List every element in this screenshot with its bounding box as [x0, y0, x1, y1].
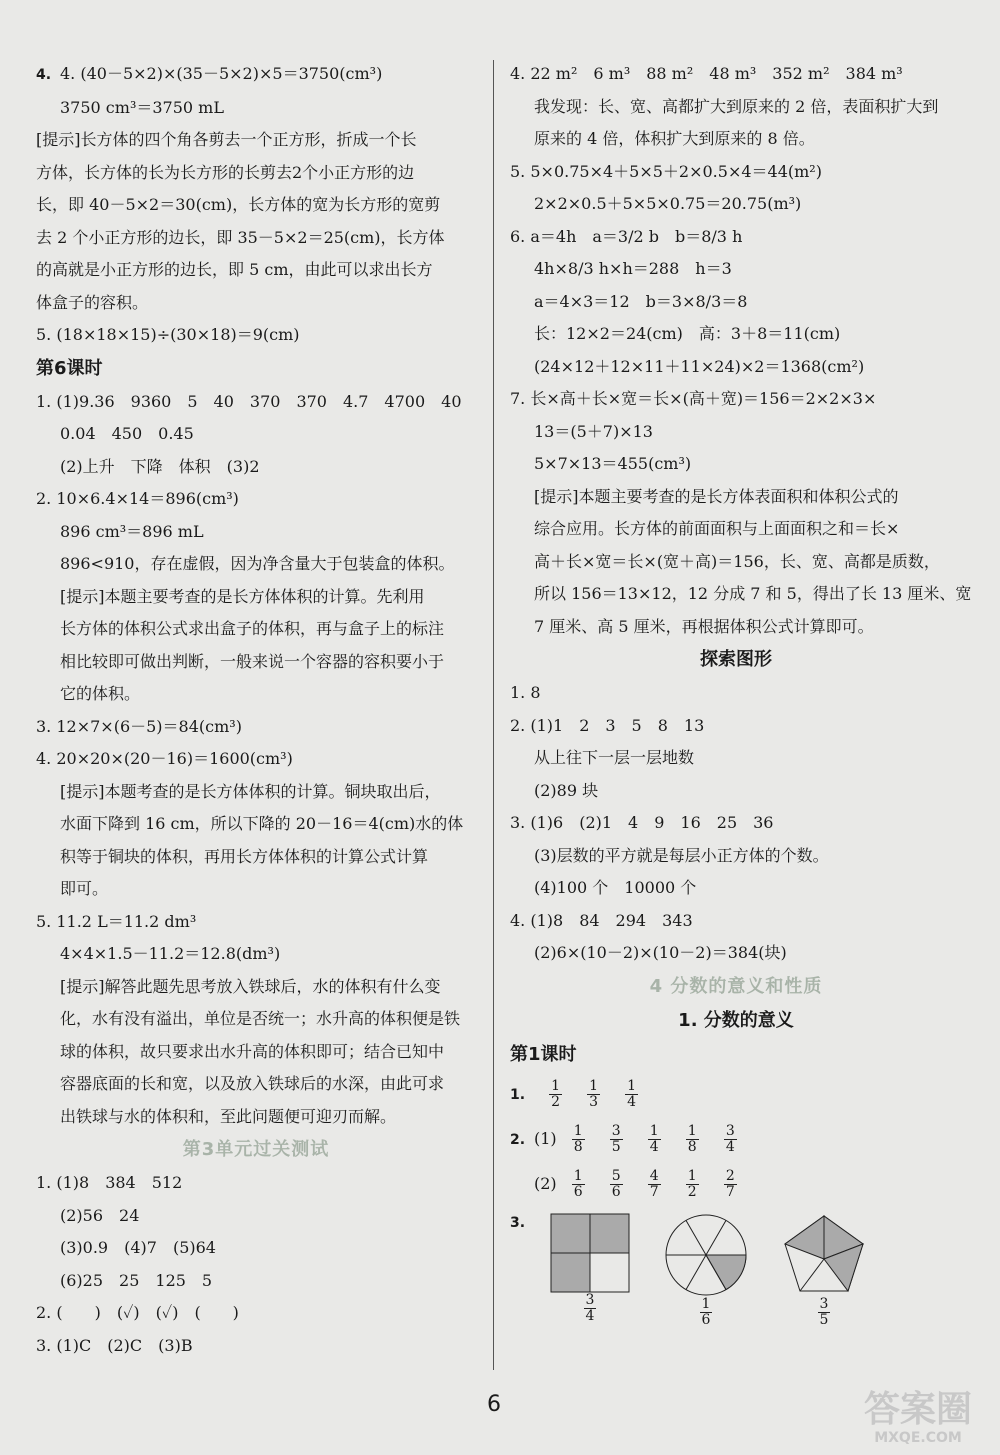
- section-heading: 第6课时: [36, 357, 103, 379]
- pentagon-fifths-icon: [782, 1213, 866, 1297]
- right-column: [510, 58, 972, 1328]
- fraction: $\frac{1}{2}$: [687, 1167, 697, 1200]
- hint-line: 积等于铜块的体积，再用长方体体积的计算公式计算: [60, 846, 429, 866]
- fraction: $\frac{2}{7}$: [725, 1167, 735, 1200]
- fraction: $\frac{1}{3}$: [589, 1077, 599, 1110]
- answer-line: (2)6×(10－2)×(10－2)＝384(块): [534, 943, 787, 962]
- answer-line: (2)上升 下降 体积 (3)2: [60, 456, 260, 476]
- answer-line: 2. ( ) (✓) (✓) ( ): [36, 1303, 239, 1322]
- hint-line: [提示]本题主要考查的是长方体体积的计算。先利用: [60, 586, 425, 606]
- hint-line: [提示]解答此题先思考放入铁球后，水的体积有什么变: [60, 976, 441, 996]
- answer-line: 4. 20×20×(20－16)＝1600(cm³): [36, 749, 293, 768]
- hint-line: 去 2 个小正方形的边长，即 35－5×2＝25(cm)，长方体: [36, 227, 445, 247]
- answer-line: 1. (1)8 384 512: [36, 1173, 183, 1192]
- left-column: [36, 58, 476, 1362]
- page-number: 6: [487, 1392, 501, 1417]
- answer-line: (3)0.9 (4)7 (5)64: [60, 1238, 216, 1257]
- hint-line: [提示]本题主要考查的是长方体表面积和体积公式的: [534, 486, 899, 506]
- section-heading: 第1课时: [510, 1043, 577, 1065]
- shapes-row: [510, 1213, 962, 1328]
- chapter-heading: 1. 分数的意义: [678, 1009, 794, 1031]
- fraction-row-q2a: 2. (1) $\frac{1}{8}$ $\frac{3}{5}$ $\frac{1}{4}$ $\frac{1}{8}$ $\frac{3}{4}$: [510, 1122, 735, 1155]
- answer-line: (3)层数的平方就是每层小正方体的个数。: [534, 845, 829, 865]
- hint-line: 综合应用。长方体的前面面积与上面面积之和＝长×: [534, 519, 900, 538]
- fraction: $\frac{3}{4}$: [725, 1122, 735, 1155]
- hint-line: 方体，长方体的长为长方形的长剪去2个小正方形的边: [36, 162, 415, 182]
- hint-line: 它的体积。: [60, 684, 141, 703]
- answer-line: 5. 11.2 L＝11.2 dm³: [36, 911, 197, 931]
- fraction: $\frac{1}{4}$: [649, 1122, 659, 1155]
- answer-line: 长：12×2＝24(cm) 高：3＋8＝11(cm): [534, 324, 841, 343]
- hint-line: 7 厘米、高 5 厘米，再根据体积公式计算即可。: [534, 616, 874, 636]
- fraction-row-q1: 1. $\frac{1}{2}$ $\frac{1}{3}$ $\frac{1}{4}$: [510, 1077, 637, 1110]
- hint-line: 出铁球与水的体积和，至此问题便可迎刃而解。: [60, 1106, 397, 1126]
- hint-line: 所以 156＝13×12，12 分成 7 和 5，得出了长 13 厘米、宽: [534, 584, 972, 603]
- answer-line: 1. 8: [510, 683, 541, 702]
- hint-line: [提示]长方体的四个角各剪去一个正方形，折成一个长: [36, 130, 417, 149]
- fraction: $\frac{5}{6}$: [611, 1167, 621, 1200]
- answer-line: 2. (1)1 2 3 5 8 13: [510, 715, 705, 735]
- hint-line: 长方体的体积公式求出盒子的体积，再与盒子上的标注: [60, 619, 445, 638]
- shape-fraction: $\frac{1}{6}$: [701, 1296, 711, 1328]
- unit-test-heading: 第3单元过关测试: [182, 1139, 330, 1160]
- answer-line: 3. (1)6 (2)1 4 9 16 25 36: [510, 813, 774, 832]
- q3-label: 3.: [510, 1214, 526, 1231]
- shape-fraction: $\frac{3}{5}$: [819, 1296, 829, 1328]
- answer-line: 3. 12×7×(6－5)＝84(cm³): [36, 716, 242, 736]
- watermark: 答案圈 MXQE.COM: [863, 1389, 972, 1446]
- answer-line: 4h×8/3 h×h＝288 h＝3: [534, 259, 732, 278]
- column-divider: [493, 60, 494, 1370]
- answer-line: (6)25 25 125 5: [60, 1270, 213, 1290]
- answer-line: 2. 10×6.4×14＝896(cm³): [36, 489, 239, 508]
- unit-heading: 4 分数的意义和性质: [649, 975, 823, 997]
- circle-shape: [664, 1213, 748, 1328]
- circle-sixths-icon: [664, 1213, 748, 1297]
- hint-line: 相比较即可做出判断，一般来说一个容器的容积要小于: [60, 651, 445, 671]
- answer-line: 5. 5×0.75×4＋5×5＋2×0.5×4＝44(m²): [510, 161, 822, 181]
- hint-line: [提示]本题考查的是长方体体积的计算。铜块取出后，: [60, 781, 441, 801]
- hint-line: 水面下降到 16 cm，所以下降的 20－16＝4(cm)水的体: [60, 814, 464, 833]
- square-shape: [550, 1213, 630, 1328]
- answer-line: 我发现：长、宽、高都扩大到原来的 2 倍，表面积扩大到: [534, 96, 939, 116]
- fraction: $\frac{4}{7}$: [649, 1167, 659, 1200]
- shape-fraction: $\frac{3}{4}$: [585, 1292, 595, 1324]
- answer-line: (24×12＋12×11＋11×24)×2＝1368(cm²): [534, 356, 865, 376]
- answer-line: (2)89 块: [534, 780, 599, 800]
- square-quarters-icon: [550, 1213, 630, 1293]
- fraction: $\frac{1}{2}$: [551, 1077, 561, 1110]
- answer-line: 2×2×0.5＋5×5×0.75＝20.75(m³): [534, 194, 802, 213]
- answer-line: 6. a＝4h a＝3/2 b b＝8/3 h: [510, 226, 743, 246]
- answer-line: 13＝(5＋7)×13: [534, 421, 653, 441]
- fraction: $\frac{1}{8}$: [573, 1122, 583, 1155]
- answer-line: 5. (18×18×15)÷(30×18)＝9(cm): [36, 325, 300, 344]
- fraction: $\frac{1}{4}$: [627, 1077, 637, 1110]
- answer-line: 5×7×13＝455(cm³): [534, 454, 692, 473]
- fraction: $\frac{1}{8}$: [687, 1122, 697, 1155]
- answer-line: 896<910，存在虚假，因为净含量大于包装盒的体积。: [60, 554, 455, 573]
- hint-line: 化，水有没有溢出，单位是否统一；水升高的体积便是铁: [60, 1009, 461, 1028]
- pentagon-shape: [782, 1213, 866, 1328]
- answer-line: 4. 22 m² 6 m³ 88 m² 48 m³ 352 m² 384 m³: [510, 64, 903, 83]
- answer-line: 4×4×1.5－11.2＝12.8(dm³): [60, 944, 281, 963]
- answer-line: a＝4×3＝12 b＝3×8/3＝8: [534, 291, 748, 311]
- hint-line: 的高就是小正方形的边长，即 5 cm，由此可以求出长方: [36, 260, 433, 279]
- answer-line: (2)56 24: [60, 1205, 140, 1225]
- answer-line: (4)100 个 10000 个: [534, 878, 697, 897]
- answer-line: 原来的 4 倍，体积扩大到原来的 8 倍。: [534, 129, 815, 148]
- hint-line: 球的体积，故只要求出水升高的体积即可；结合已知中: [60, 1041, 445, 1061]
- answer-line: 4. 4. (40－5×2)×(35－5×2)×5＝3750(cm³): [36, 64, 383, 83]
- answer-line: 1. (1)9.36 9360 5 40 370 370 4.7 4700 40: [36, 391, 462, 411]
- answer-line: 896 cm³＝896 mL: [60, 521, 204, 541]
- answer-line: 0.04 450 0.45: [60, 424, 194, 443]
- fraction: $\frac{1}{6}$: [573, 1167, 583, 1200]
- section-heading: 探索图形: [700, 649, 772, 670]
- hint-line: 容器底面的长和宽，以及放入铁球后的水深，由此可求: [60, 1074, 445, 1093]
- answer-line: 3750 cm³＝3750 mL: [60, 97, 224, 117]
- answer-line: 7. 长×高＋长×宽＝长×(高＋宽)＝156＝2×2×3×: [510, 389, 877, 408]
- fraction-row-q2b: (2) $\frac{1}{6}$ $\frac{5}{6}$ $\frac{4}{7}$ $\frac{1}{2}$ $\frac{2}{7}$: [534, 1167, 735, 1200]
- answer-line: 从上往下一层一层地数: [534, 748, 695, 767]
- answer-line: 4. (1)8 84 294 343: [510, 910, 693, 930]
- hint-line: 即可。: [60, 879, 109, 898]
- fraction: $\frac{3}{5}$: [611, 1122, 621, 1155]
- answer-line: 3. (1)C (2)C (3)B: [36, 1335, 193, 1355]
- hint-line: 体盒子的容积。: [36, 292, 149, 312]
- hint-line: 高＋长×宽＝长×(宽＋高)＝156，长、宽、高都是质数，: [534, 551, 940, 571]
- hint-line: 长，即 40－5×2＝30(cm)，长方体的宽为长方形的宽剪: [36, 195, 441, 214]
